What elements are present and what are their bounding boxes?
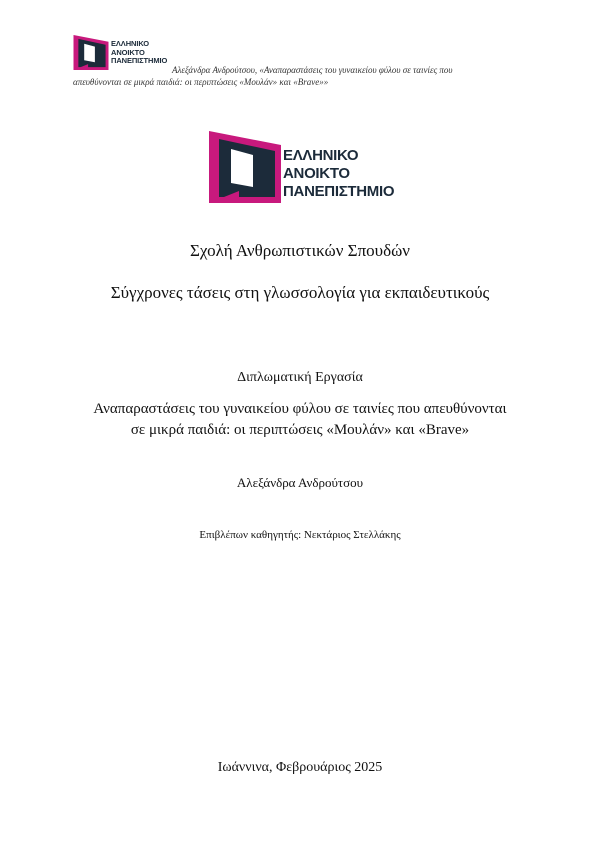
running-header-line-1: Αλεξάνδρα Ανδρούτσου, «Αναπαραστάσεις του γυναικείου φύλου σε ταινίες που xyxy=(172,65,453,75)
supervisor: Επιβλέπων καθηγητής: Νεκτάριος Στελλάκης xyxy=(199,529,401,541)
small-logo-line: ΑΝΟΙΚΤΟ xyxy=(111,47,145,57)
university-logo xyxy=(209,131,281,203)
logo-line: ΕΛΛΗΝΙΚΟ xyxy=(283,147,359,164)
logo-line: ΠΑΝΕΠΙΣΤΗΜΙΟ xyxy=(283,183,395,200)
thesis-type: Διπλωματική Εργασία xyxy=(237,370,363,385)
thesis-title-line-2: σε μικρά παιδιά: οι περιπτώσεις «Μουλάν» και «Brave» xyxy=(130,422,470,438)
school-name: Σχολή Ανθρωπιστικών Σπουδών xyxy=(190,241,410,260)
small-logo-line: ΠΑΝΕΠΙΣΤΗΜΙΟ xyxy=(111,56,168,65)
running-header-line-2: απευθύνονται σε μικρά παιδιά: οι περιπτώσεις «Μουλάν» και «Brave»» xyxy=(73,77,329,87)
thesis-title-line-1: Αναπαραστάσεις του γυναικείου φύλου σε ταινίες που απευθύνονται xyxy=(93,401,507,417)
logo-text xyxy=(283,147,394,201)
author-name: Αλεξάνδρα Ανδρούτσου xyxy=(236,475,364,490)
place-date: Ιωάννινα, Φεβρουάριος 2025 xyxy=(217,760,383,775)
small-logo-line: ΕΛΛΗΝΙΚΟ xyxy=(111,39,150,48)
logo-line: ΑΝΟΙΚΤΟ xyxy=(283,165,350,182)
program-name: Σύγχρονες τάσεις στη γλωσσολογία για εκπαιδευτικούς xyxy=(110,283,490,302)
small-logo-text xyxy=(111,40,167,66)
university-logo-small xyxy=(73,35,109,70)
